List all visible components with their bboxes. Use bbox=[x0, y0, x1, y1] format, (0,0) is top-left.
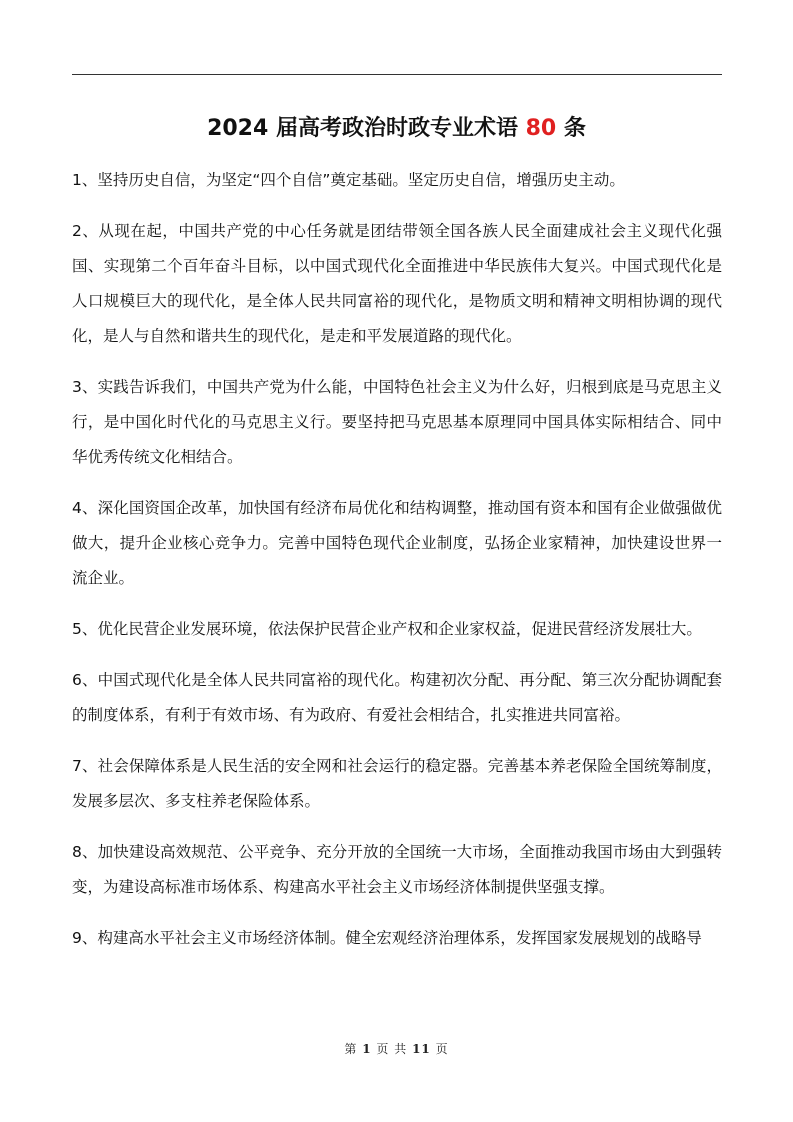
paragraph-4: 4、深化国资国企改革，加快国有经济布局优化和结构调整，推动国有资本和国有企业做强做优做大，提升企业核心竞争力。完善中国特色现代企业制度，弘扬企业家精神，加快建设世界一流企业。 bbox=[72, 499, 722, 587]
header-rule bbox=[72, 74, 722, 75]
paragraph-9: 9、构建高水平社会主义市场经济体制。健全宏观经济治理体系，发挥国家发展规划的战略导 bbox=[72, 929, 702, 947]
title-number: 80 bbox=[525, 116, 557, 141]
footer-prefix: 第 bbox=[344, 1042, 358, 1056]
title-suffix: 条 bbox=[563, 116, 586, 141]
paragraph-3: 3、实践告诉我们，中国共产党为什么能，中国特色社会主义为什么好，归根到底是马克思主义行，是中国化时代化的马克思主义行。要坚持把马克思基本原理同中国具体实际相结合、同中华优秀传统文化相结合。 bbox=[72, 378, 722, 466]
paragraph-7: 7、社会保障体系是人民生活的安全网和社会运行的稳定器。完善基本养老保险全国统筹制度，发展多层次、多支柱养老保险体系。 bbox=[72, 757, 722, 810]
footer-middle: 页 共 bbox=[376, 1042, 408, 1056]
paragraph-8: 8、加快建设高效规范、公平竞争、充分开放的全国统一大市场，全面推动我国市场由大到强转变，为建设高标准市场体系、构建高水平社会主义市场经济体制提供坚强支撑。 bbox=[72, 843, 722, 896]
footer-suffix: 页 bbox=[435, 1042, 449, 1056]
footer-total-pages: 11 bbox=[412, 1042, 431, 1056]
paragraph-5: 5、优化民营企业发展环境，依法保护民营企业产权和企业家权益，促进民营经济发展壮大。 bbox=[72, 620, 702, 638]
footer-current-page: 1 bbox=[362, 1042, 372, 1056]
paragraph-2: 2、从现在起，中国共产党的中心任务就是团结带领全国各族人民全面建成社会主义现代化强国、实现第二个百年奋斗目标，以中国式现代化全面推进中华民族伟大复兴。中国式现代化是人口规模巨大的现代化，是全体人民共同富裕的现代化，是物质文明和精神文明相协调的现代化，是人与自然和谐共生的现代化，是走和平发展道路的现代化。 bbox=[72, 222, 722, 345]
document-body bbox=[72, 163, 722, 972]
paragraph-6: 6、中国式现代化是全体人民共同富裕的现代化。构建初次分配、再分配、第三次分配协调配套的制度体系，有利于有效市场、有为政府、有爱社会相结合，扎实推进共同富裕。 bbox=[72, 671, 722, 724]
page-title bbox=[0, 112, 793, 146]
title-prefix: 2024 届高考政治时政专业术语 bbox=[207, 116, 518, 141]
paragraph-1: 1、坚持历史自信，为坚定“四个自信”奠定基础。坚定历史自信，增强历史主动。 bbox=[72, 171, 625, 189]
page-footer bbox=[0, 1040, 793, 1057]
